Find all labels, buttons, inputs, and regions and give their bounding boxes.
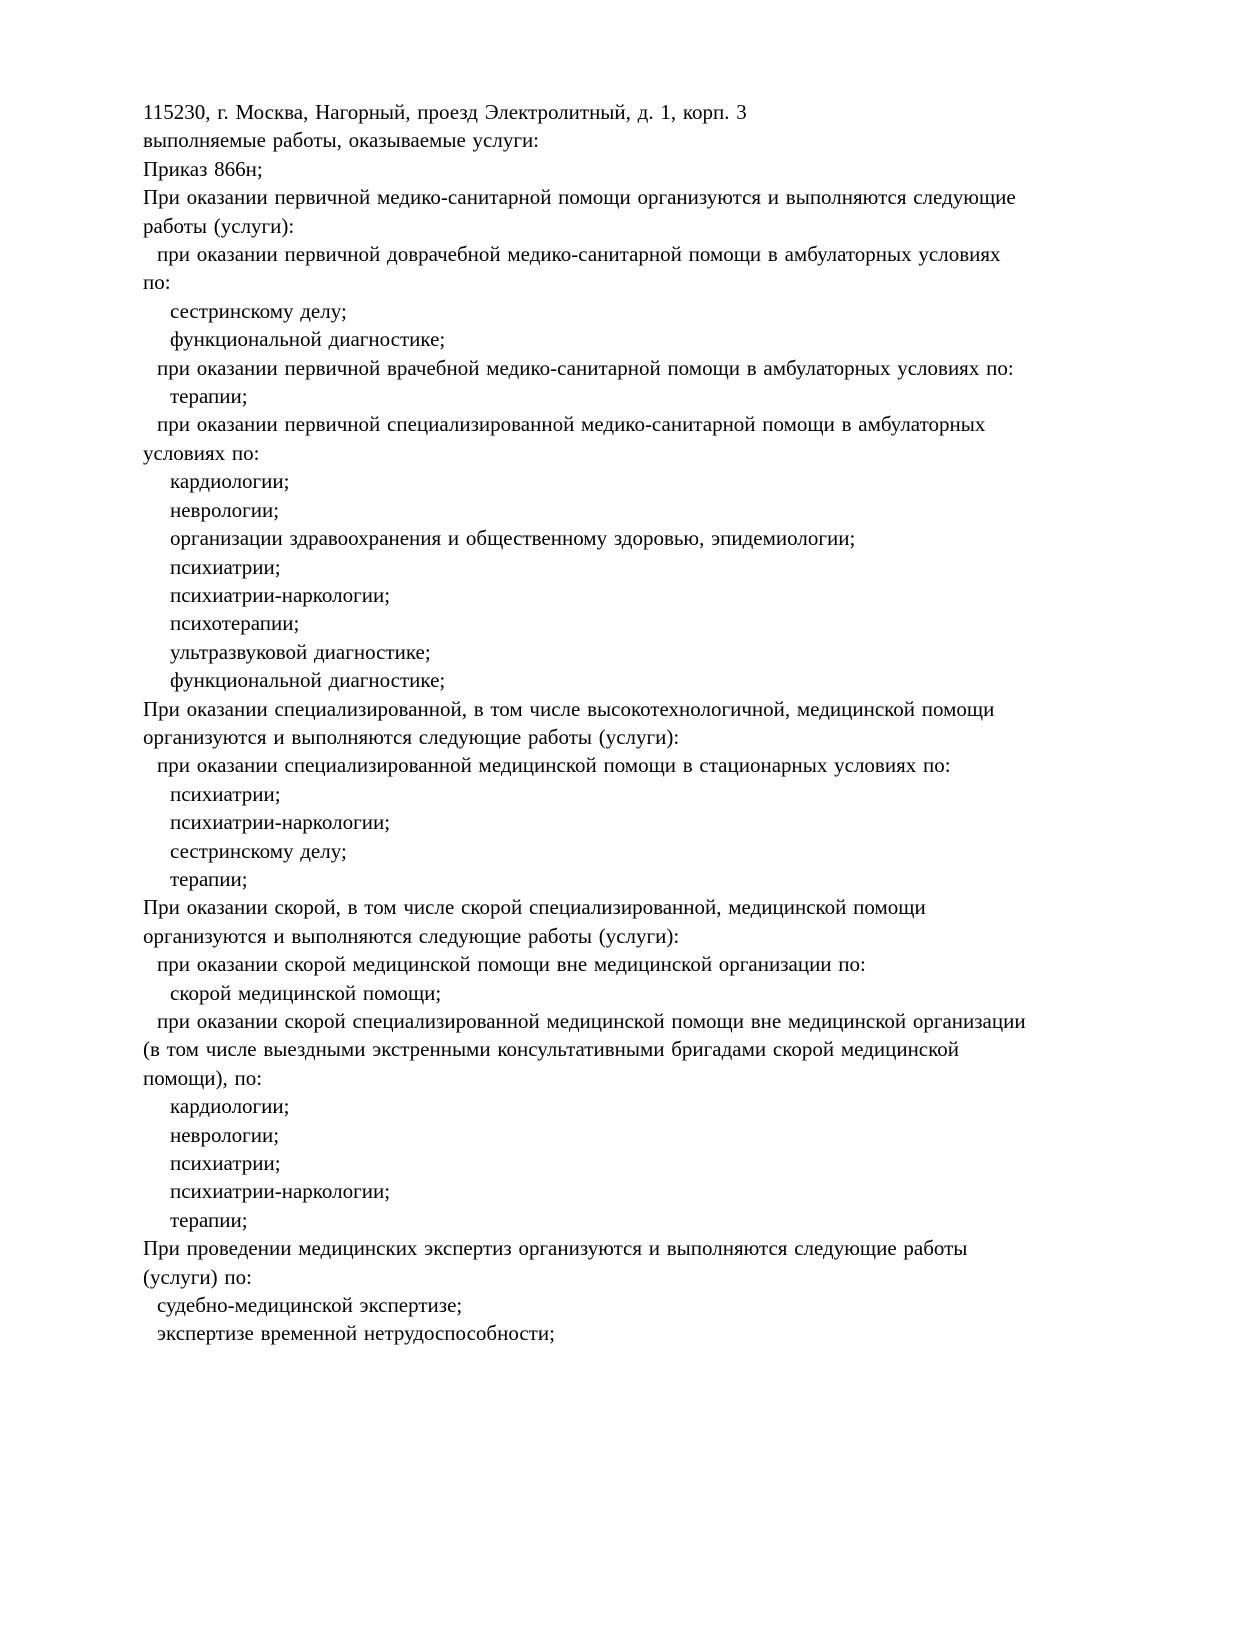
text-line: при оказании первичной специализированной медико-санитарной помощи в амбулаторных bbox=[157, 412, 986, 437]
text-line: кардиологии; bbox=[170, 1094, 290, 1119]
text-line: терапии; bbox=[170, 1207, 248, 1232]
text-line: психиатрии-наркологии; bbox=[170, 810, 391, 835]
text-line: условиях по: bbox=[143, 440, 260, 465]
text-line: психиатрии; bbox=[170, 1151, 281, 1176]
text-line: экспертизе временной нетрудоспособности; bbox=[157, 1321, 555, 1346]
text-line: При оказании первичной медико-санитарной помощи организуются и выполняются следующие bbox=[143, 185, 1016, 210]
text-line: терапии; bbox=[170, 866, 248, 891]
text-line: При проведении медицинских экспертиз организуются и выполняются следующие работы bbox=[143, 1236, 968, 1261]
text-line: При оказании специализированной, в том числе высокотехнологичной, медицинской помощи bbox=[143, 696, 995, 721]
text-line: 115230, г. Москва, Нагорный, проезд Электролитный, д. 1, корп. 3 bbox=[143, 100, 747, 124]
text-line: при оказании первичной врачебной медико-санитарной помощи в амбулаторных условиях по: bbox=[157, 355, 1014, 380]
text-line: помощи), по: bbox=[143, 1065, 263, 1090]
text-line: функциональной диагностике; bbox=[170, 327, 446, 352]
text-line: при оказании первичной доврачебной медико-санитарной помощи в амбулаторных условиях bbox=[157, 242, 1001, 267]
text-line: при оказании скорой медицинской помощи вне медицинской организации по: bbox=[157, 952, 866, 977]
text-line: неврологии; bbox=[170, 497, 280, 522]
text-line: организуются и выполняются следующие работы (услуги): bbox=[143, 923, 680, 948]
text-line: кардиологии; bbox=[170, 469, 290, 494]
text-line: При оказании скорой, в том числе скорой специализированной, медицинской помощи bbox=[143, 895, 926, 920]
text-line: Приказ 866н; bbox=[143, 156, 263, 181]
text-line: психиатрии-наркологии; bbox=[170, 1179, 391, 1204]
text-line: психотерапии; bbox=[170, 611, 300, 636]
text-line: судебно-медицинской экспертизе; bbox=[157, 1293, 463, 1318]
text-line: при оказании специализированной медицинской помощи в стационарных условиях по: bbox=[157, 753, 951, 778]
text-line: ультразвуковой диагностике; bbox=[170, 639, 431, 664]
text-line: психиатрии; bbox=[170, 554, 281, 579]
text-line: (услуги) по: bbox=[143, 1264, 252, 1289]
text-line: при оказании скорой специализированной медицинской помощи вне медицинской организации bbox=[157, 1009, 1026, 1033]
text-line: организуются и выполняются следующие работы (услуги): bbox=[143, 724, 680, 749]
text-line: терапии; bbox=[170, 384, 248, 409]
document-text bbox=[143, 98, 1180, 1348]
text-line: психиатрии; bbox=[170, 781, 281, 806]
text-line: функциональной диагностике; bbox=[170, 668, 446, 693]
text-line: сестринскому делу; bbox=[170, 298, 347, 323]
text-line: (в том числе выездными экстренными консультативными бригадами скорой медицинской bbox=[143, 1037, 959, 1062]
text-line: сестринскому делу; bbox=[170, 838, 347, 863]
text-line: скорой медицинской помощи; bbox=[170, 980, 442, 1005]
text-line: выполняемые работы, оказываемые услуги: bbox=[143, 128, 540, 153]
text-line: организации здравоохранения и общественному здоровью, эпидемиологии; bbox=[170, 526, 856, 551]
text-line: по: bbox=[143, 270, 171, 295]
text-line: психиатрии-наркологии; bbox=[170, 582, 391, 607]
text-line: работы (услуги): bbox=[143, 213, 295, 238]
text-line: неврологии; bbox=[170, 1122, 280, 1147]
